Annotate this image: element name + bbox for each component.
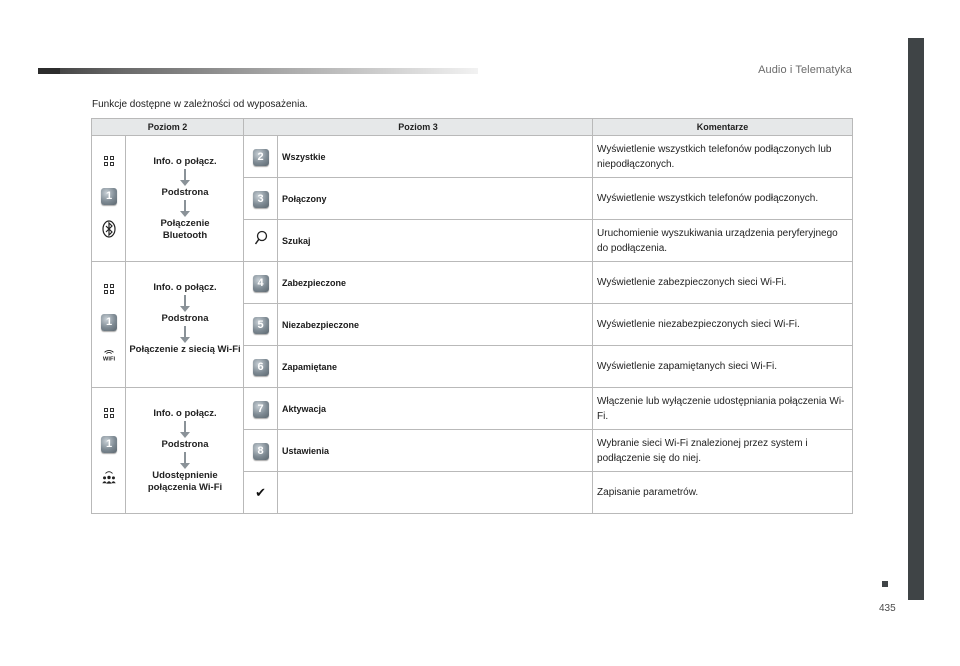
comment-text: Wyświetlenie niezabezpieczonych sieci Wi-Fi.: [593, 304, 853, 346]
grid-icon: [104, 284, 114, 294]
level3-label: Niezabezpieczone: [278, 304, 593, 346]
level3-number-cell: [244, 346, 278, 388]
menu-step: Udostępnienie połączenia Wi-Fi: [147, 470, 223, 493]
header-rule-accent: [38, 68, 60, 74]
page-number: 435: [879, 603, 896, 614]
level3-number-cell: [244, 388, 278, 430]
table-header-row: [92, 119, 853, 136]
comment-text: Wyświetlenie zabezpieczonych sieci Wi-Fi.: [593, 262, 853, 304]
section-title: Audio i Telematyka: [758, 64, 852, 76]
arrow-down-icon: [180, 421, 190, 439]
menu-step: Podstrona: [161, 313, 209, 324]
menu-step: Połączenie z siecią Wi-Fi: [129, 344, 241, 355]
level3-label: Połączony: [278, 178, 593, 220]
wifi-icon-text: WIFI: [102, 356, 116, 362]
level3-label: Zapamiętane: [278, 346, 593, 388]
step-badge: 4: [253, 275, 269, 292]
level3-number-cell: [244, 178, 278, 220]
arrow-down-icon: [180, 169, 190, 187]
level3-icon-cell: [244, 472, 278, 514]
step-badge: 7: [253, 401, 269, 418]
wifi-icon: [101, 346, 117, 362]
menu-step: Podstrona: [161, 187, 209, 198]
comment-text: Zapisanie parametrów.: [593, 472, 853, 514]
search-icon: [254, 230, 268, 246]
level3-label: Wszystkie: [278, 136, 593, 178]
col-header-comments: Komentarze: [593, 119, 853, 136]
comment-text: Wyświetlenie zapamiętanych sieci Wi-Fi.: [593, 346, 853, 388]
page-marker: [882, 581, 888, 587]
step-badge: 5: [253, 317, 269, 334]
grid-icon: [104, 408, 114, 418]
header-rule: [38, 68, 478, 74]
level3-label: Aktywacja: [278, 388, 593, 430]
step-badge: 2: [253, 149, 269, 166]
table-row: [92, 388, 853, 430]
level3-number-cell: [244, 262, 278, 304]
comment-text: Wybranie sieci Wi-Fi znalezionej przez system i podłączenie się do niej.: [593, 430, 853, 472]
intro-text: Funkcje dostępne w zależności od wyposażenia.: [92, 99, 308, 110]
arrow-down-icon: [180, 452, 190, 470]
functions-table: [91, 118, 853, 514]
grid-icon: [104, 156, 114, 166]
group-icons-bluetooth: [92, 136, 126, 262]
level3-icon-cell: [244, 220, 278, 262]
menu-step: Podstrona: [161, 439, 209, 450]
level3-label: [278, 472, 593, 514]
table-row: [92, 262, 853, 304]
group-icons-wifi: [92, 262, 126, 388]
menu-step: Info. o połącz.: [153, 156, 217, 167]
arrow-down-icon: [180, 326, 190, 344]
menu-path-wifi: [126, 262, 244, 388]
side-tab: [908, 38, 924, 600]
level3-label: Ustawienia: [278, 430, 593, 472]
menu-step: Info. o połącz.: [153, 408, 217, 419]
table-row: [92, 136, 853, 178]
menu-step: Info. o połącz.: [153, 282, 217, 293]
level3-label: Zabezpieczone: [278, 262, 593, 304]
comment-text: Wyświetlenie wszystkich telefonów podłączonych lub niepodłączonych.: [593, 136, 853, 178]
step-badge: 1: [101, 314, 117, 331]
step-badge: 3: [253, 191, 269, 208]
col-header-level2: Poziom 2: [92, 119, 244, 136]
step-badge: 1: [101, 436, 117, 453]
group-icons-hotspot: [92, 388, 126, 514]
arrow-down-icon: [180, 200, 190, 218]
level3-number-cell: [244, 304, 278, 346]
level3-number-cell: [244, 136, 278, 178]
check-icon: ✔: [255, 485, 266, 501]
arrow-down-icon: [180, 295, 190, 313]
comment-text: Uruchomienie wyszukiwania urządzenia peryferyjnego do podłączenia.: [593, 220, 853, 262]
bluetooth-icon: [101, 220, 117, 238]
level3-label: Szukaj: [278, 220, 593, 262]
menu-step: Połączenie Bluetooth: [160, 218, 210, 241]
col-header-level3: Poziom 3: [244, 119, 593, 136]
comment-text: Wyświetlenie wszystkich telefonów podłączonych.: [593, 178, 853, 220]
level3-number-cell: [244, 430, 278, 472]
step-badge: 1: [101, 188, 117, 205]
comment-text: Włączenie lub wyłączenie udostępniania połączenia Wi-Fi.: [593, 388, 853, 430]
step-badge: 8: [253, 443, 269, 460]
share-users-icon: [101, 468, 117, 486]
step-badge: 6: [253, 359, 269, 376]
menu-path-hotspot: [126, 388, 244, 514]
menu-path-bluetooth: [126, 136, 244, 262]
